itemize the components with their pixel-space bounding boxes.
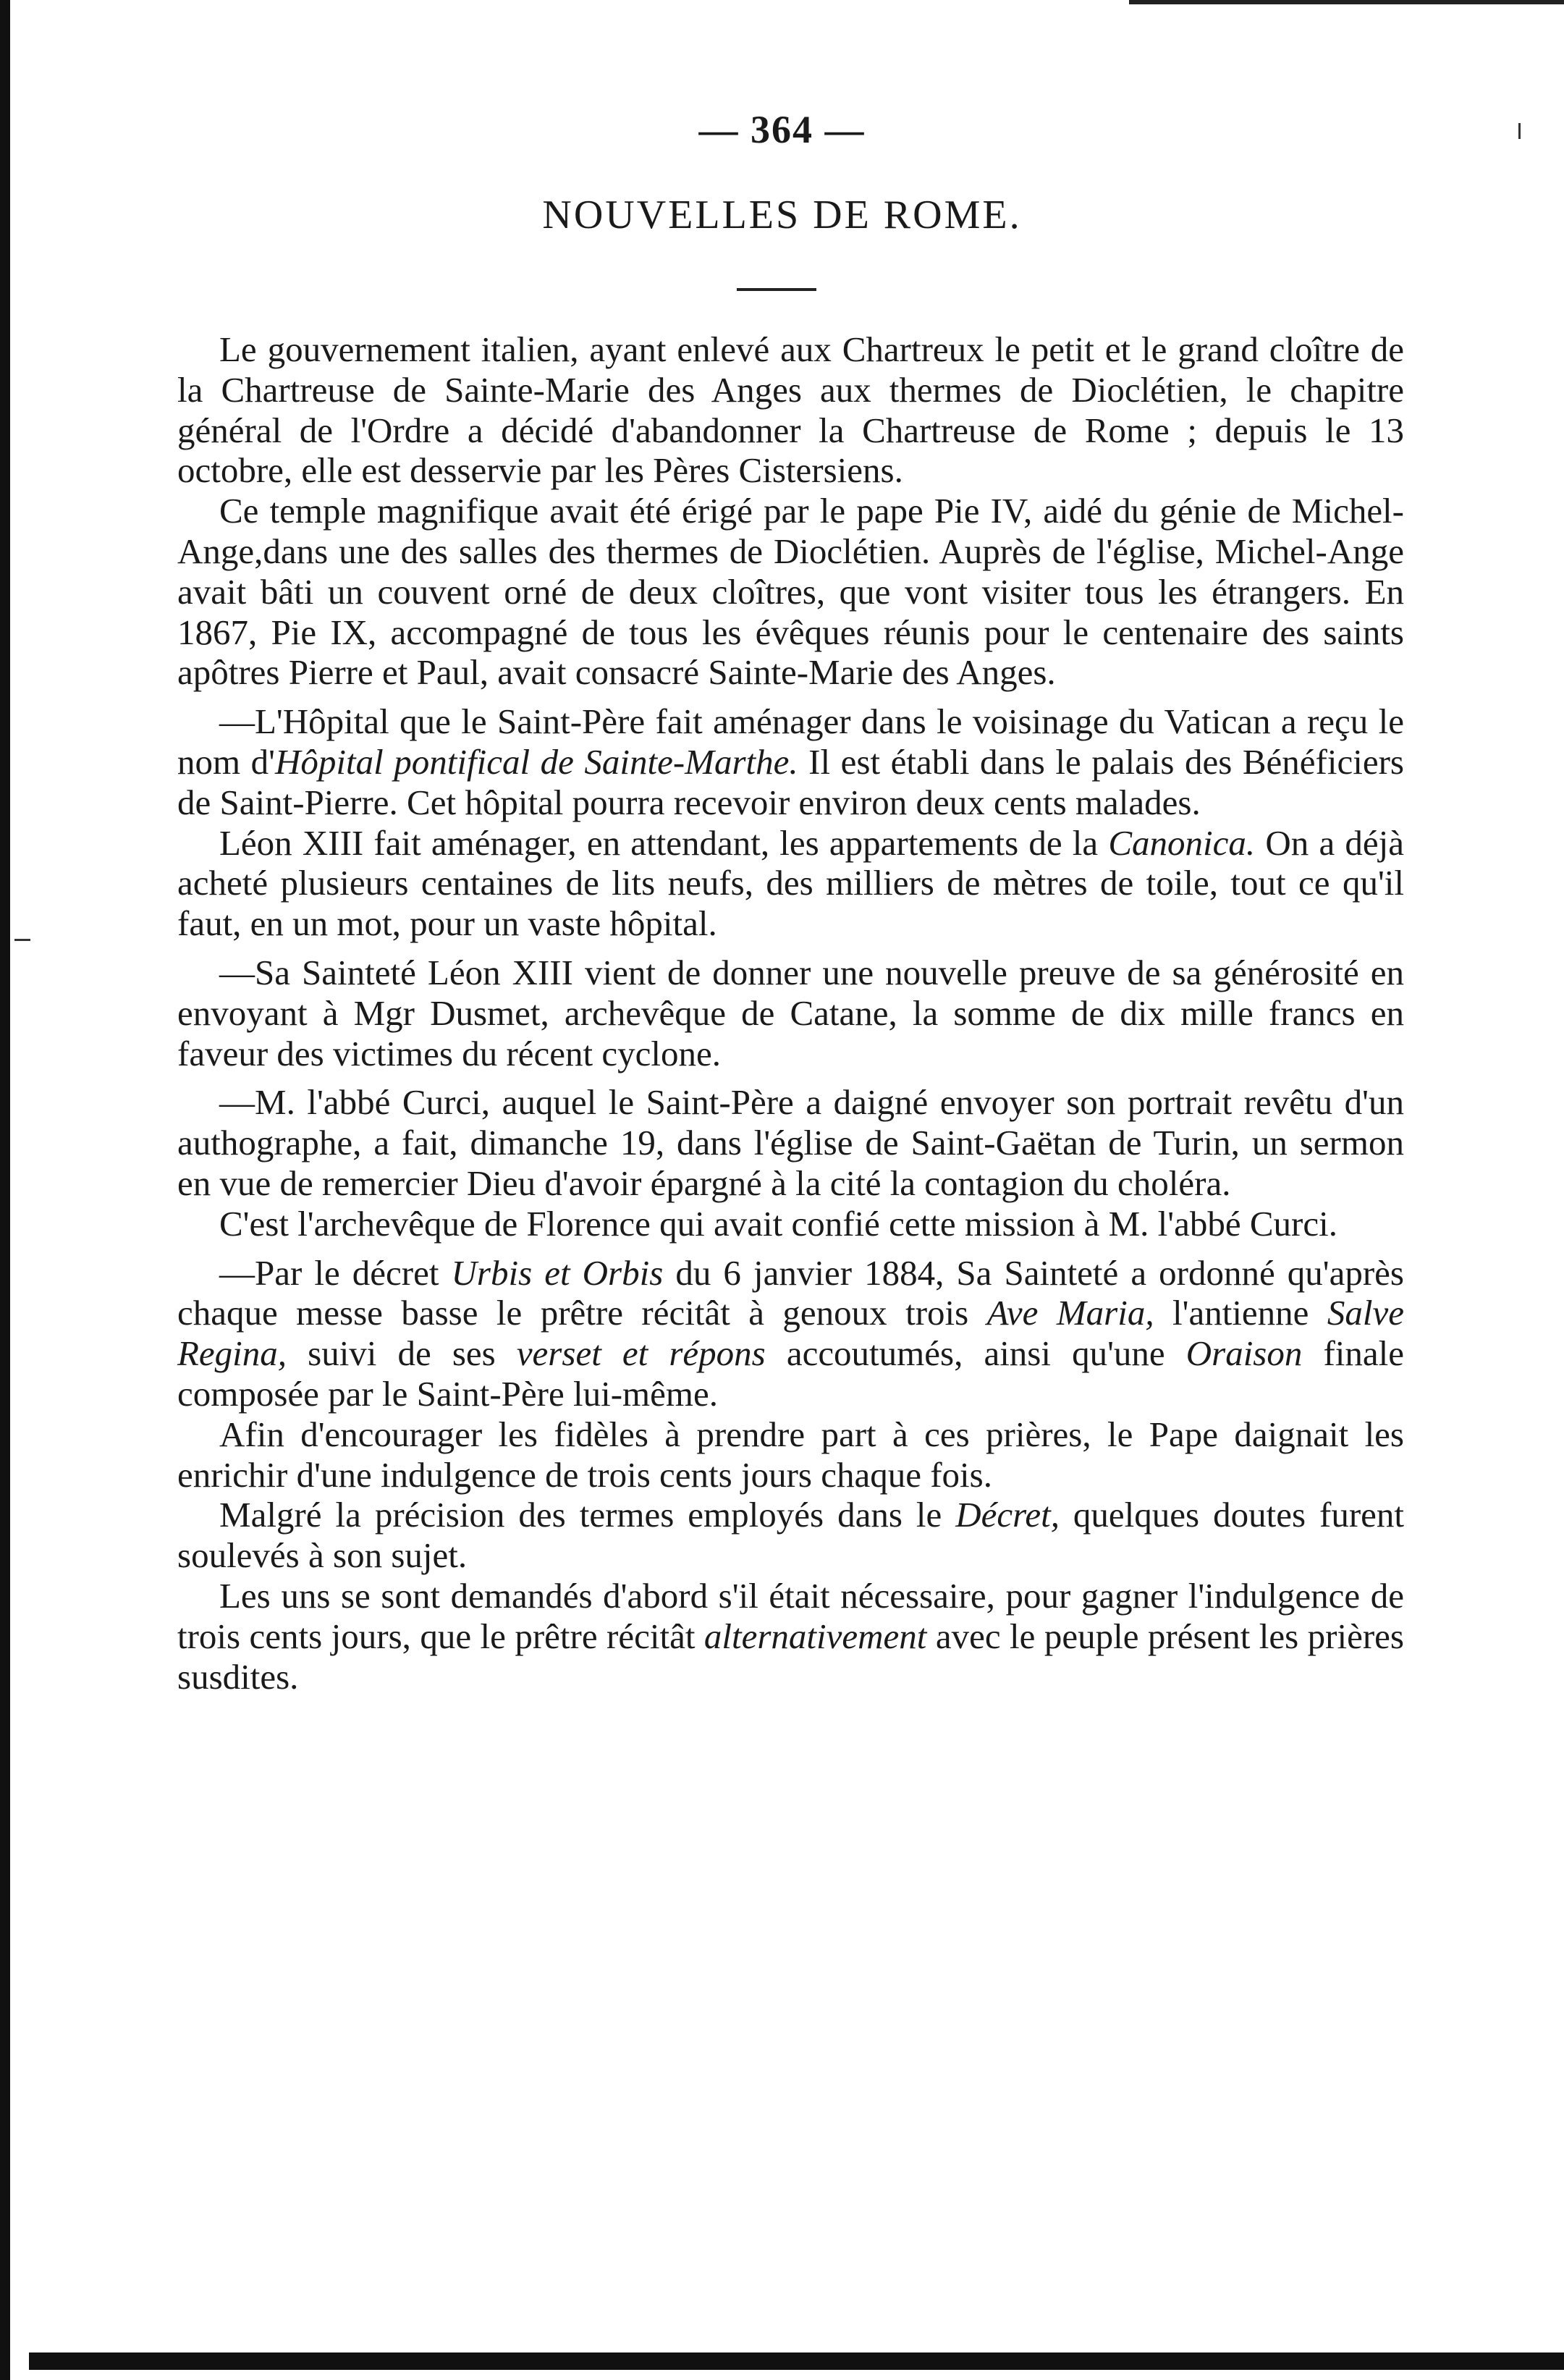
paragraph-dusmet [177,953,1404,1073]
page-number: — 364 — [698,108,866,151]
text-run: Léon XIII fait aménager, en attendant, les appartements de la [219,822,1109,863]
italic-run: Hôpital pontifical de Sainte-Marthe. [274,741,798,782]
italic-run: Décret, [955,1495,1060,1535]
text-run: Malgré la précision des termes employés dans le [219,1495,956,1535]
text-run: accoutumés, ainsi qu'une [765,1333,1186,1374]
paragraph-canonica [177,823,1404,944]
italic-run: Urbis et Orbis [451,1252,664,1293]
paragraph-florence [177,1204,1404,1244]
text-run: avec le peuple présent les prières susdites. [177,1616,1404,1697]
paragraph-alternativement [177,1576,1404,1697]
text-run: C'est l'archevêque de Florence qui avait confié cette mission à M. l'abbé Curci. [219,1203,1337,1244]
text-run: —M. l'abbé Curci, auquel le Saint-Père a daigné envoyer son portrait revêtu d'un authographe, a fait, dimanche 19, dans l'église de Saint-Gaëtan de Turin, un sermon en vue de remercier Dieu d'avoir épargné à la cité la contagion du choléra. [177,1082,1404,1203]
text-run: —L'Hôpital que le Saint-Père fait aménager dans le voisinage du Vatican a reçu le nom d' [177,701,1404,782]
text-run: Afin d'encourager les fidèles à prendre part à ces prières, le Pape daignait les enrichir d'une indulgence de trois cents jours chaque fois. [177,1414,1404,1495]
italic-run: alternativement [703,1616,927,1656]
title-rule [737,288,816,291]
italic-run: Salve Regina, [177,1293,1404,1374]
article-body [177,329,1404,1697]
paragraph-doutes [177,1495,1404,1576]
text-run: Le gouvernement italien, ayant enlevé aux Chartreux le petit et le grand cloître de la Chartreuse de Sainte-Marie des Anges aux thermes de Dioclétien, le chapitre général de l'Ordre a décidé d'abandonner la Chartreuse de Rome ; depuis le 13 octobre, elle est desservie par les Pères Cistersiens. [177,329,1404,491]
margin-mark [14,939,30,941]
paragraph-temple [177,491,1404,693]
text-run: —Par le décret [219,1252,452,1293]
scan-bottom-edge [29,2352,1564,2370]
text-run: du 6 janvier 1884, Sa Sainteté a ordonné qu'après chaque messe basse le prêtre récitât à genoux trois [177,1252,1405,1333]
text-run: suivi de ses [287,1333,517,1374]
page-title: NOUVELLES DE ROME. [542,193,1022,237]
text-run: Il est établi dans le palais des Bénéficiers de Saint-Pierre. Cet hôpital pourra recevoir environ deux cents malades. [177,741,1404,822]
italic-run: Oraison [1185,1333,1303,1374]
scan-top-edge [1129,0,1564,4]
paragraph-indulgence [177,1414,1404,1495]
paragraph-decret [177,1253,1404,1414]
text-run: finale composée par le Saint-Père lui-même. [177,1333,1404,1414]
paragraph-curci [177,1082,1404,1203]
scan-left-edge [0,0,10,2380]
italic-run: Canonica. [1108,822,1256,863]
italic-run: verset et répons [516,1333,766,1374]
text-run: On a déjà acheté plusieurs centaines de lits neufs, des milliers de mètres de toile, tout ce qu'il faut, en un mot, pour un vaste hôpital. [177,822,1404,944]
text-run: l'antienne [1154,1293,1327,1333]
paragraph-hopital [177,701,1404,822]
text-run: —Sa Sainteté Léon XIII vient de donner une nouvelle preuve de sa générosité en envoyant à Mgr Dusmet, archevêque de Catane, la somme de dix mille francs en faveur des victimes du récent cyclone. [177,952,1404,1073]
italic-run: Ave Maria, [986,1293,1154,1333]
text-run: Les uns se sont demandés d'abord s'il était nécessaire, pour gagner l'indulgence de trois cents jours, que le prêtre récitât [177,1575,1404,1656]
text-run: Ce temple magnifique avait été érigé par le pape Pie IV, aidé du génie de Michel-Ange,dans une des salles des thermes de Dioclétien. Auprès de l'église, Michel-Ange avait bâti un couvent orné de deux cloîtres, que vont visiter tous les étrangers. En 1867, Pie IX, accompagné de tous les évêques réunis pour le centenaire des saints apôtres Pierre et Paul, avait consacré Sainte-Marie des Anges. [177,491,1404,693]
text-run: quelques doutes furent soulevés à son sujet. [177,1495,1404,1576]
paragraph-chartreuse [177,329,1404,491]
